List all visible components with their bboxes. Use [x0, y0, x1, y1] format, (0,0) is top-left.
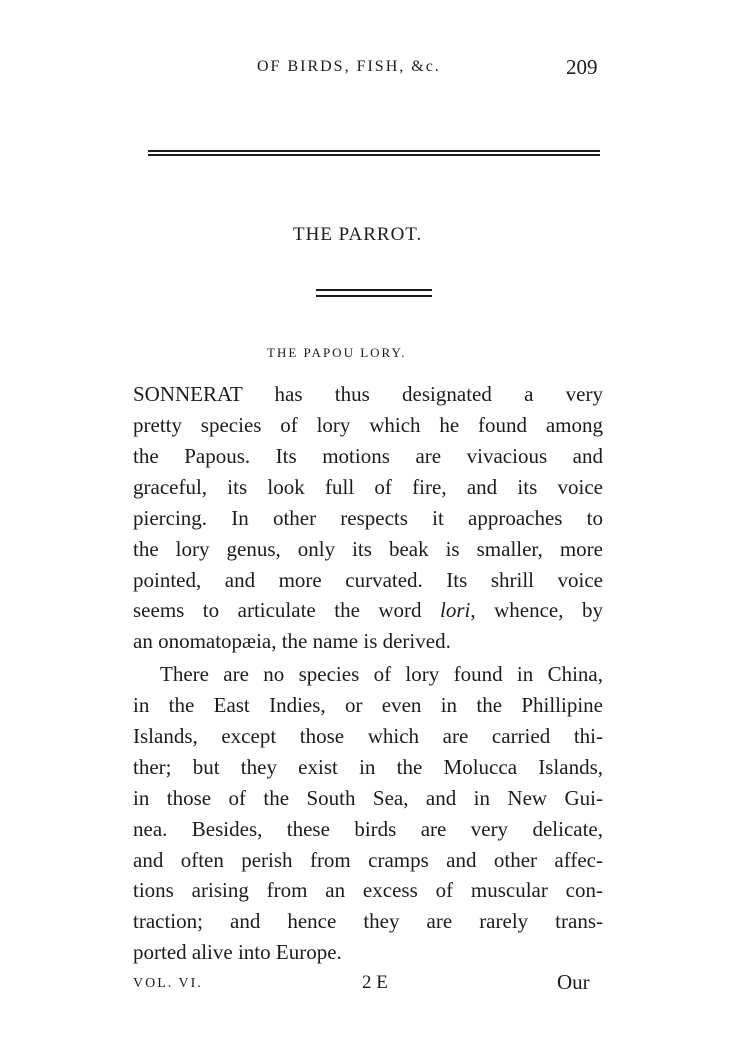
text-line: the lory genus, only its beak is smaller, more — [133, 537, 603, 561]
text-line: in those of the South Sea, and in New Gui- — [133, 786, 603, 810]
text-line: in the East Indies, or even in the Phillipine — [133, 693, 603, 717]
text-line: ported alive into Europe. — [133, 940, 342, 964]
text-line: pointed, and more curvated. Its shrill voice — [133, 568, 603, 592]
text-line: pretty species of lory which he found among — [133, 413, 603, 437]
text-line: piercing. In other respects it approaches to — [133, 506, 603, 530]
volume-marker: VOL. VI. — [133, 976, 203, 991]
text-line: ther; but they exist in the Molucca Islands, — [133, 755, 603, 779]
text-line: There are no species of lory found in China, — [160, 662, 603, 686]
text-line: SONNERAT has thus designated a very — [133, 382, 603, 406]
text-line: seems to articulate the word lori, whence, by — [133, 598, 603, 622]
page-number: 209 — [566, 55, 598, 79]
text-line: graceful, its look full of fire, and its voice — [133, 475, 603, 499]
section-title: THE PARROT. — [293, 224, 423, 245]
signature-mark: 2 E — [362, 972, 388, 993]
text-line: and often perish from cramps and other affec- — [133, 848, 603, 872]
text-line: Islands, except those which are carried thi- — [133, 724, 603, 748]
header-double-rule — [148, 150, 600, 156]
text-line: tions arising from an excess of muscular con- — [133, 878, 603, 902]
text-line: the Papous. Its motions are vivacious and — [133, 444, 603, 468]
running-head: OF BIRDS, FISH, &c. — [257, 58, 441, 75]
text-line: traction; and hence they are rarely trans- — [133, 909, 603, 933]
text-line: an onomatopæia, the name is derived. — [133, 629, 451, 653]
catchword: Our — [557, 970, 590, 994]
section-subtitle: THE PAPOU LORY. — [267, 345, 407, 360]
text-line: nea. Besides, these birds are very delicate, — [133, 817, 603, 841]
title-double-rule — [316, 289, 432, 297]
